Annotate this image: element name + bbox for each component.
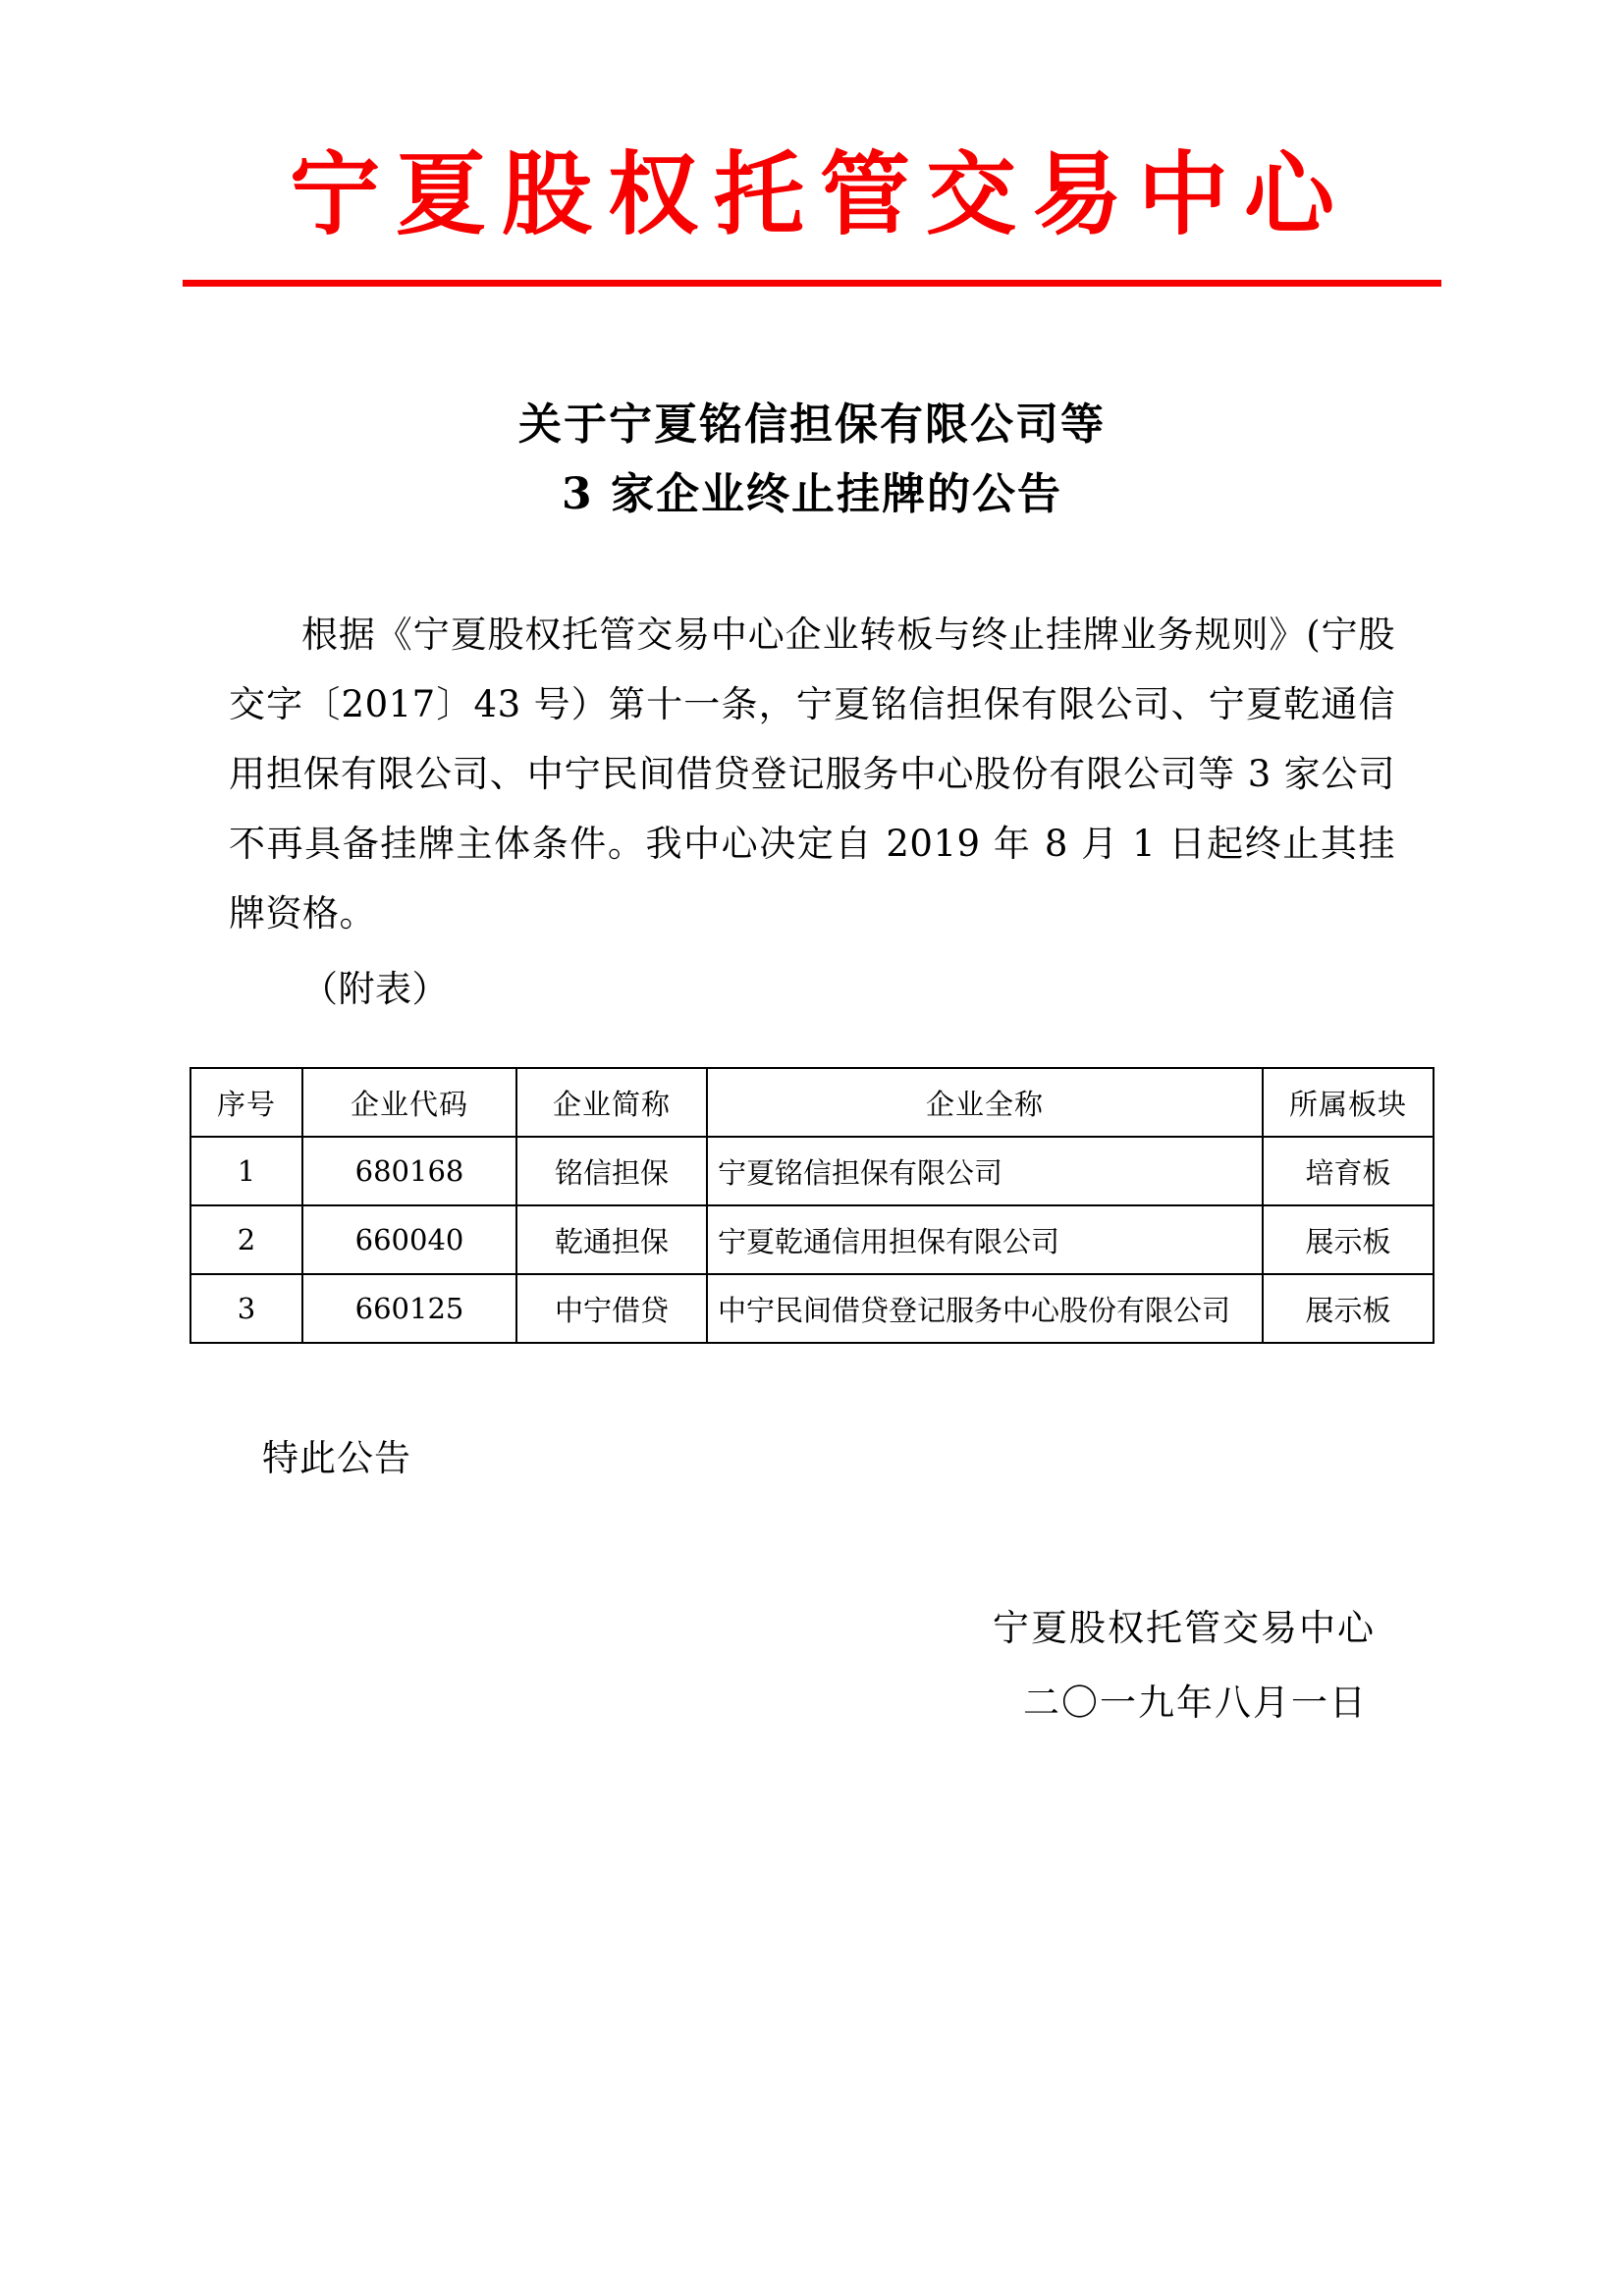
column-header-board: 所属板块 xyxy=(1263,1068,1434,1137)
table-row xyxy=(190,1205,1434,1274)
column-header-code: 企业代码 xyxy=(302,1068,516,1137)
cell-code: 680168 xyxy=(302,1137,516,1205)
cell-abbr: 铭信担保 xyxy=(516,1137,707,1205)
attachment-note: （附表） xyxy=(301,968,449,1011)
cell-code: 660125 xyxy=(302,1274,516,1343)
cell-abbr: 中宁借贷 xyxy=(516,1274,707,1343)
signature-block xyxy=(189,1591,1435,1740)
table-row xyxy=(190,1274,1434,1343)
cell-index: 2 xyxy=(190,1205,302,1274)
cell-code: 660040 xyxy=(302,1205,516,1274)
column-header-full-name: 企业全称 xyxy=(707,1068,1263,1137)
table-row xyxy=(190,1137,1434,1205)
letterhead-divider xyxy=(183,280,1441,287)
table-header-row xyxy=(190,1068,1434,1137)
cell-board: 培育板 xyxy=(1263,1137,1434,1205)
attachment-table-wrapper xyxy=(189,1067,1435,1344)
signature-date: 二〇一九年八月一日 xyxy=(1023,1682,1368,1725)
page-title xyxy=(0,390,1624,530)
cell-board: 展示板 xyxy=(1263,1205,1434,1274)
body-content xyxy=(229,600,1395,1024)
page-title-line-2: 3 家企业终止挂牌的公告 xyxy=(562,468,1062,519)
column-header-abbr: 企业简称 xyxy=(516,1068,707,1137)
cell-full-name: 宁夏铭信担保有限公司 xyxy=(707,1137,1263,1205)
body-paragraph: 根据《宁夏股权托管交易中心企业转板与终止挂牌业务规则》(宁股交字〔2017〕43 号）第十一条，宁夏铭信担保有限公司、宁夏乾通信用担保有限公司、中宁民间借贷登记服务中心股份有限公司等 3 家公司不再具备挂牌主体条件。我中心决定自 2019 年 8 月 1 日起终止其挂牌资格。 xyxy=(229,614,1395,935)
letterhead xyxy=(0,0,1624,287)
closing-block xyxy=(189,1428,1435,1740)
cell-full-name: 宁夏乾通信用担保有限公司 xyxy=(707,1205,1263,1274)
cell-abbr: 乾通担保 xyxy=(516,1205,707,1274)
closing-notice: 特此公告 xyxy=(262,1437,411,1480)
cell-board: 展示板 xyxy=(1263,1274,1434,1343)
letterhead-organization: 宁夏股权托管交易中心 xyxy=(289,141,1350,247)
table-body xyxy=(190,1137,1434,1343)
cell-full-name: 中宁民间借贷登记服务中心股份有限公司 xyxy=(707,1274,1263,1343)
signature-organization: 宁夏股权托管交易中心 xyxy=(993,1607,1376,1650)
table-header xyxy=(190,1068,1434,1137)
cell-index: 3 xyxy=(190,1274,302,1343)
cell-index: 1 xyxy=(190,1137,302,1205)
column-header-index: 序号 xyxy=(190,1068,302,1137)
delisting-table xyxy=(189,1067,1435,1344)
page-title-line-1: 关于宁夏铭信担保有限公司等 xyxy=(518,399,1106,450)
